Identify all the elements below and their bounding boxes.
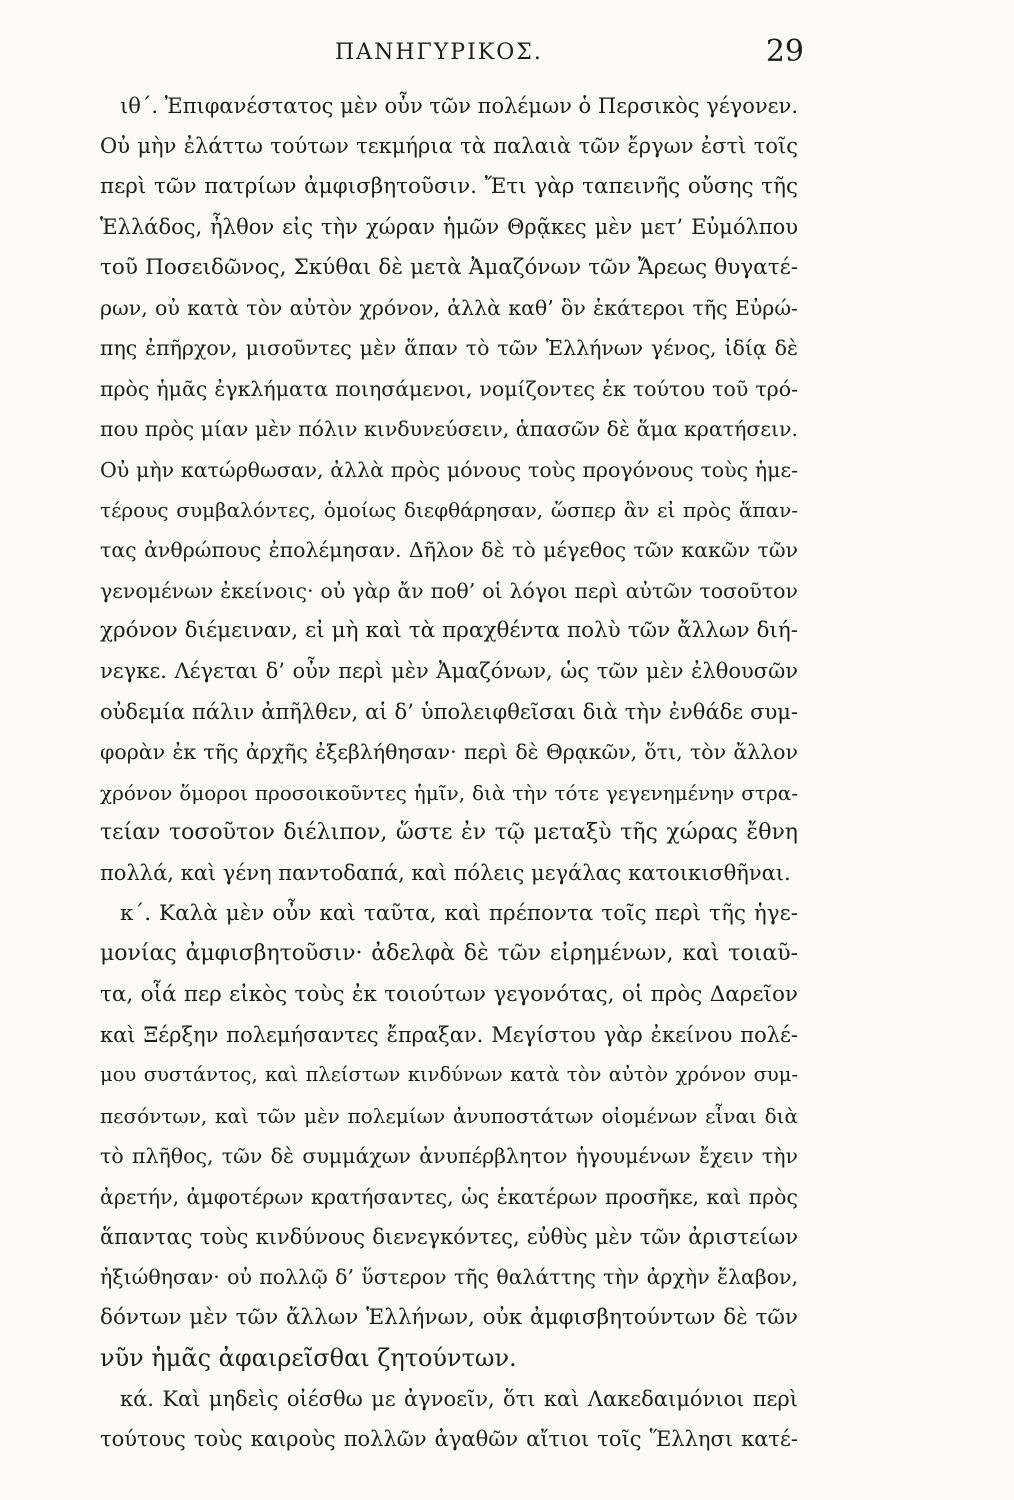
text-line: Οὐ μὴν κατώρθωσαν, ἀλλὰ πρὸς μόνους τοὺς προγόνους τοὺς ἡμε- [100, 457, 798, 482]
text-line: φορὰν ἐκ τῆς ἀρχῆς ἐξεβλήθησαν· περὶ δὲ Θρᾳκῶν, ὅτι, τὸν ἄλλον [100, 740, 798, 765]
running-title: ΠΑΝΗΓΥΡΙΚΟΣ. [335, 40, 543, 65]
text-line: καὶ Ξέρξην πολεμήσαντες ἔπραξαν. Μεγίστου γὰρ ἐκείνου πολέ- [100, 1022, 798, 1047]
text-line: Οὐ μὴν ἐλάττω τούτων τεκμήρια τὰ παλαιὰ τῶν ἔργων ἐστὶ τοῖς [100, 134, 798, 159]
text-line: νεγκε. Λέγεται δ’ οὖν περὶ μὲν Ἀμαζόνων, ὡς τῶν μὲν ἐλθουσῶν [100, 659, 798, 684]
text-line: χρόνον διέμειναν, εἰ μὴ καὶ τὰ πραχθέντα πολὺ τῶν ἄλλων διή- [100, 618, 798, 644]
text-body [100, 86, 798, 1459]
text-line: πης ἐπῆρχον, μισοῦντες μὲν ἅπαν τὸ τῶν Ἑλλήνων γένος, ἰδίᾳ δὲ [100, 336, 798, 361]
text-line: πολλά, καὶ γένη παντοδαπά, καὶ πόλεις μεγάλας κατοικισθῆναι. [100, 861, 791, 886]
text-line: δόντων μὲν τῶν ἄλλων Ἑλλήνων, οὐκ ἀμφισβητούντων δὲ τῶν [100, 1304, 798, 1330]
text-line: ἀρετήν, ἀμφοτέρων κρατήσαντες, ὡς ἑκατέρων προσῆκε, καὶ πρὸς [100, 1184, 798, 1209]
text-line: χρόνον ὅμοροι προσοικοῦντες ἡμῖν, διὰ τὴν τότε γεγενημένην στρα- [100, 780, 798, 805]
text-line: τείαν τοσοῦτον διέλιπον, ὥστε ἐν τῷ μεταξὺ τῆς χώρας ἔθνη [100, 820, 798, 846]
text-line: οὐδεμία πάλιν ἀπῆλθεν, αἱ δ’ ὑπολειφθεῖσαι διὰ τὴν ἐνθάδε συμ- [100, 699, 798, 724]
page-header [100, 30, 804, 90]
text-line: ιθ΄. Ἐπιφανέστατος μὲν οὖν τῶν πολέμων ὁ Περσικὸς γέγονεν. [120, 94, 798, 118]
text-line: γενομένων ἐκείνοις· οὐ γὰρ ἄν ποθ’ οἱ λόγοι περὶ αὐτῶν τοσοῦτον [100, 578, 798, 603]
text-line: ἅπαντας τοὺς κινδύνους διενεγκόντες, εὐθὺς μὲν τῶν ἀριστείων [100, 1224, 798, 1249]
text-line: ἠξιώθησαν· οὐ πολλῷ δ’ ὕστερον τῆς θαλάττης τὴν ἀρχὴν ἔλαβον, [100, 1265, 798, 1290]
text-line: κ΄. Καλὰ μὲν οὖν καὶ ταῦτα, καὶ πρέποντα τοῖς περὶ τῆς ἡγε- [120, 900, 798, 926]
text-line: τας ἀνθρώπους ἐπολέμησαν. Δῆλον δὲ τὸ μέγεθος τῶν κακῶν τῶν [100, 538, 798, 563]
text-line: τὸ πλῆθος, τῶν δὲ συμμάχων ἀνυπέρβλητον ἡγουμένων ἔχειν τὴν [100, 1144, 798, 1169]
text-line: κά. Καὶ μηδεὶς οἰέσθω με ἀγνοεῖν, ὅτι καὶ Λακεδαιμόνιοι περὶ [120, 1386, 798, 1411]
text-line: πρὸς ἡμᾶς ἐγκλήματα ποιησάμενοι, νομίζοντες ἐκ τούτου τοῦ τρό- [100, 376, 798, 401]
text-line: μονίας ἀμφισβητοῦσιν· ἀδελφὰ δὲ τῶν εἰρημένων, καὶ τοιαῦ- [100, 941, 798, 967]
text-line: νῦν ἡμᾶς ἀφαιρεῖσθαι ζητούντων. [100, 1344, 517, 1373]
text-line: που πρὸς μίαν μὲν πόλιν κινδυνεύσειν, ἁπασῶν δὲ ἅμα κρατήσειν. [100, 417, 798, 442]
text-line: τούτους τοὺς καιροὺς πολλῶν ἀγαθῶν αἴτιοι τοῖς Ἕλλησι κατέ- [100, 1426, 798, 1451]
text-line: πεσόντων, καὶ τῶν μὲν πολεμίων ἀνυποστάτων οἰομένων εἶναι διὰ [100, 1103, 798, 1128]
text-line: Ἑλλάδος, ἦλθον εἰς τὴν χώραν ἡμῶν Θρᾷκες μὲν μετ’ Εὐμόλπου [100, 215, 798, 240]
text-line: μου συστάντος, καὶ πλείστων κινδύνων κατὰ τὸν αὐτὸν χρόνον συμ- [100, 1063, 798, 1087]
text-line: τα, οἷά περ εἰκὸς τοὺς ἐκ τοιούτων γεγονότας, οἱ πρὸς Δαρεῖον [100, 981, 798, 1007]
text-line: τοῦ Ποσειδῶνος, Σκύθαι δὲ μετὰ Ἀμαζόνων τῶν Ἄρεως θυγατέ- [100, 254, 798, 280]
page-number: 29 [765, 34, 804, 69]
text-line: περὶ τῶν πατρίων ἀμφισβητοῦσιν. Ἔτι γὰρ ταπεινῆς οὔσης τῆς [100, 173, 798, 199]
text-line: ρων, οὐ κατὰ τὸν αὐτὸν χρόνον, ἀλλὰ καθ’ ὃν ἑκάτεροι τῆς Εὐρώ- [100, 295, 798, 320]
text-line: τέρους συμβαλόντες, ὁμοίως διεφθάρησαν, ὥσπερ ἂν εἰ πρὸς ἅπαν- [100, 497, 798, 522]
